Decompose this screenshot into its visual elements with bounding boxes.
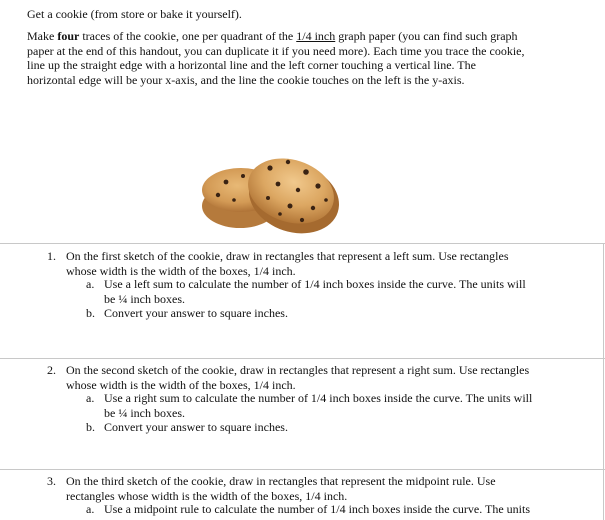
item-number: 2. <box>47 363 56 377</box>
intro-line: Get a cookie (from store or bake it yourself). <box>27 7 242 21</box>
subitem-text: Use a right sum to calculate the number of 1/4 inch boxes inside the curve. The units will be ¼ inch boxes. <box>104 391 533 420</box>
item-number: 3. <box>47 474 56 488</box>
graph-paper-size: 1/4 inch <box>296 29 336 43</box>
subitem-label: a. <box>86 391 95 405</box>
cookie-image <box>198 150 348 236</box>
divider <box>0 358 605 359</box>
intro-text-c: graph paper (you can find such graph paper at the end of this handout, you can duplicate it if you need more). Each time you trace the cookie, line up the straight edge with a horizontal line and the left corner touching a vertical line. The horizontal edge will be your x-axis, and the line the cookie touches on the left is the y-axis. <box>27 29 525 87</box>
item-number: 1. <box>47 249 56 263</box>
subitem-text: Use a midpoint rule to calculate the number of 1/4 inch boxes inside the curve. The units <box>104 502 530 516</box>
divider <box>603 358 604 470</box>
subitem-label: a. <box>86 277 95 291</box>
item-text: On the third sketch of the cookie, draw in rectangles that represent the midpoint rule. Use rectangles whose width is the width of the boxes, 1/4 inch. <box>66 474 496 503</box>
intro-text-a: Make <box>27 29 58 43</box>
intro-paragraph <box>27 29 527 87</box>
subitem-text: Use a left sum to calculate the number of 1/4 inch boxes inside the curve. The units will be ¼ inch boxes. <box>104 277 526 306</box>
subitem-label: b. <box>86 306 95 320</box>
subitem-label: b. <box>86 420 95 434</box>
item-text: On the second sketch of the cookie, draw in rectangles that represent a right sum. Use rectangles whose width is the width of the boxes, 1/4 inch. <box>66 363 530 392</box>
item-text: On the first sketch of the cookie, draw in rectangles that represent a left sum. Use rectangles whose width is the width of the boxes, 1/4 inch. <box>66 249 509 278</box>
divider <box>603 469 604 520</box>
subitem-label: a. <box>86 502 95 516</box>
divider <box>603 243 604 359</box>
divider <box>0 243 605 244</box>
intro-bold-four: four <box>57 29 80 43</box>
subitem-text: Convert your answer to square inches. <box>104 420 288 434</box>
divider <box>0 469 605 470</box>
subitem-text: Convert your answer to square inches. <box>104 306 288 320</box>
intro-text-b: traces of the cookie, one per quadrant of the <box>79 29 297 43</box>
